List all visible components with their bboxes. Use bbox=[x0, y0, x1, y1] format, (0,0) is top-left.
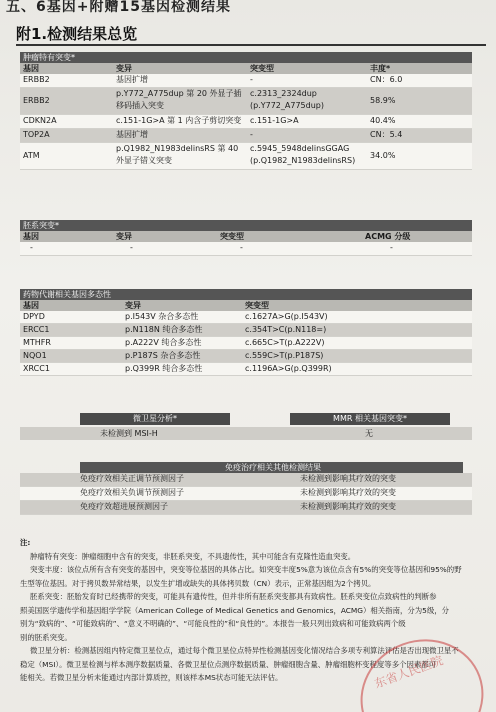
table-row bbox=[20, 350, 472, 363]
variant-cell: p.Y772_A775dup 第 20 外显子插 移码插入突变 bbox=[116, 89, 242, 110]
mutation-cell: - bbox=[250, 130, 253, 139]
gene-cell: NQO1 bbox=[23, 351, 47, 360]
notes-head: 注: bbox=[20, 538, 31, 547]
variant-cell: 基因扩增 bbox=[116, 130, 148, 139]
pharma-band: 药物代谢相关基因多态性 bbox=[20, 289, 472, 300]
pharma-header-row bbox=[20, 300, 472, 311]
tumor-band: 肿瘤特有突变* bbox=[20, 52, 472, 63]
note-line: 肿瘤特有突变：肿瘤细胞中含有的突变，非胚系突变，不具遗传性，其中可能含有克隆性造血突变。 bbox=[30, 551, 356, 561]
gene-cell: ATM bbox=[23, 151, 40, 160]
gene-cell: ERBB2 bbox=[23, 96, 50, 105]
note-line: 胚系突变：胚胎发育时已经携带的突变，可能具有遗传性，但并非所有胚系突变都具有致病性。胚系突变位点致病性的判断参 bbox=[30, 592, 437, 601]
abundance-cell: 58.9% bbox=[370, 96, 396, 105]
table-row bbox=[20, 487, 472, 501]
germline-header-row bbox=[20, 231, 472, 242]
header-variant: 变异 bbox=[116, 232, 132, 241]
variant-cell: - bbox=[130, 243, 133, 252]
abundance-cell: CN：6.0 bbox=[370, 75, 403, 84]
header-variant: 变异 bbox=[116, 64, 132, 73]
mutation-cell: - bbox=[240, 243, 243, 252]
immune-label-cell: 免疫疗效相关负调节预测因子 bbox=[80, 488, 184, 497]
note-line: 能相关。若微卫星分析未能通过内部计算质控，则该样本MS状态可能无法评估。 bbox=[20, 673, 283, 682]
header-acmg: ACMG 分级 bbox=[365, 232, 411, 241]
abundance-cell: 34.0% bbox=[370, 151, 396, 160]
mutation-cell: c.1196A>G(p.Q399R) bbox=[245, 364, 332, 373]
germline-table bbox=[20, 220, 472, 256]
table-row bbox=[20, 337, 472, 350]
note-line: 别为“致病的”、“可能致病的”、“意义不明确的”、“可能良性的”和“良性的”。本报告一般只列出致病和可能致病两个级 bbox=[20, 619, 406, 628]
table-row bbox=[20, 88, 472, 115]
variant-cell: p.P187S 杂合多态性 bbox=[125, 351, 201, 360]
gene-cell: - bbox=[30, 243, 33, 252]
section-heading: 五、6基因+附赠15基因检测结果 bbox=[6, 0, 231, 15]
variant-cell: p.A222V 纯合多态性 bbox=[125, 338, 202, 347]
red-seal-stamp: 东省人民医院 bbox=[344, 622, 496, 712]
immune-value-cell: 未检测到影响其疗效的突变 bbox=[300, 502, 396, 511]
gene-cell: TOP2A bbox=[23, 130, 50, 139]
header-mutation: 突变型 bbox=[245, 301, 269, 310]
immune-value-cell: 未检测到影响其疗效的突变 bbox=[300, 488, 396, 497]
mutation-cell: c.2313_2324dup (p.Y772_A775dup) bbox=[250, 89, 324, 110]
mmr-value: 无 bbox=[365, 429, 373, 438]
table-row bbox=[20, 143, 472, 170]
immune-value-cell: 未检测到影响其疗效的突变 bbox=[300, 474, 396, 483]
immune-label-cell: 免疫疗效相关正调节预测因子 bbox=[80, 474, 184, 483]
gene-cell: CDKN2A bbox=[23, 116, 57, 125]
appendix-title: 附1.检测结果总览 bbox=[16, 25, 138, 43]
abundance-cell: CN：5.4 bbox=[370, 130, 403, 139]
variant-cell: c.151-1G>A 第 1 内含子剪切突变 bbox=[116, 116, 242, 125]
gene-cell: MTHFR bbox=[23, 338, 51, 347]
mutation-cell: c.5945_5948delinsGGAG (p.Q1982_N1983delinsRS) bbox=[250, 144, 356, 165]
table-row bbox=[20, 363, 472, 376]
mutation-cell: c.1627A>G(p.I543V) bbox=[245, 312, 328, 321]
gene-cell: ERCC1 bbox=[23, 325, 50, 334]
header-gene: 基因 bbox=[23, 232, 39, 241]
header-variant: 变异 bbox=[125, 301, 141, 310]
variant-cell: p.Q1982_N1983delinsRS 第 40 外显子错义突变 bbox=[116, 144, 239, 165]
variant-cell: p.I543V 杂合多态性 bbox=[125, 312, 199, 321]
mutation-cell: c.665C>T(p.A222V) bbox=[245, 338, 325, 347]
table-row bbox=[20, 242, 472, 256]
table-row bbox=[20, 501, 472, 515]
abundance-cell: 40.4% bbox=[370, 116, 396, 125]
variant-cell: p.N118N 纯合多态性 bbox=[125, 325, 203, 334]
note-line: 突变丰度：该位点所有含有突变的基因中，突变等位基因的具体占比。如突变丰度5%意为该位点含有5%的突变等位基因和95%的野 bbox=[30, 565, 462, 574]
immune-label-cell: 免疫疗效超进展预测因子 bbox=[80, 502, 168, 511]
table-row bbox=[20, 473, 472, 487]
table-row bbox=[20, 311, 472, 324]
note-line: 微卫星分析：检测基因组内特定微卫星位点，通过每个微卫星位点特异性检测基因变化情况结合多项专利算法评估是否出现微卫星不 bbox=[30, 646, 459, 655]
tumor-mutation-table bbox=[20, 52, 472, 170]
gene-cell: XRCC1 bbox=[23, 364, 50, 373]
pharmacogenomic-table bbox=[20, 289, 472, 376]
table-row bbox=[20, 129, 472, 143]
mutation-cell: c.559C>T(p.P187S) bbox=[245, 351, 324, 360]
msi-label: 微卫星分析* bbox=[80, 413, 230, 425]
mutation-cell: c.151-1G>A bbox=[250, 116, 299, 125]
germline-band: 胚系突变* bbox=[20, 220, 472, 231]
immune-band-text: 免疫治疗相关其他检测结果 bbox=[225, 463, 321, 472]
msi-result-row bbox=[20, 427, 472, 440]
tumor-header-row bbox=[20, 63, 472, 74]
title-rule bbox=[16, 44, 486, 46]
gene-cell: ERBB2 bbox=[23, 75, 50, 84]
gene-cell: DPYD bbox=[23, 312, 45, 321]
table-row bbox=[20, 74, 472, 88]
mmr-label: MMR 相关基因突变* bbox=[290, 413, 450, 425]
header-abundance: 丰度* bbox=[370, 64, 391, 73]
header-gene: 基因 bbox=[23, 64, 39, 73]
header-mutation: 突变型 bbox=[250, 64, 274, 73]
msi-value: 未检测到 MSI-H bbox=[100, 429, 158, 438]
mutation-cell: - bbox=[250, 75, 253, 84]
immune-table bbox=[20, 462, 472, 515]
header-mutation: 突变型 bbox=[220, 232, 244, 241]
msi-mmr-block bbox=[20, 413, 472, 443]
table-row bbox=[20, 324, 472, 337]
table-row bbox=[20, 115, 472, 129]
mutation-cell: c.354T>C(p.N118=) bbox=[245, 325, 327, 334]
header-gene: 基因 bbox=[23, 301, 39, 310]
note-line: 生型等位基因。对于拷贝数异常结果，以发生扩增或缺失的具体拷贝数（CN）表示，正常基因组为2个拷贝。 bbox=[20, 578, 376, 588]
immune-band bbox=[80, 462, 463, 473]
note-line: 别的胚系突变。 bbox=[20, 632, 72, 642]
acmg-cell: - bbox=[390, 243, 393, 252]
variant-cell: p.Q399R 纯合多态性 bbox=[125, 364, 203, 373]
variant-cell: 基因扩增 bbox=[116, 75, 148, 84]
note-line: 稳定（MSI）。微卫星检测与样本测序数据质量、各微卫星位点测序数据质量、肿瘤细胞含量、肿瘤细胞杯变程度等多个因素都可 bbox=[20, 659, 437, 669]
note-line: 照美国医学遗传学和基因组学学院（American College of Medical Genetics and Genomics，ACMG）相关指南，分为5级，分 bbox=[20, 605, 450, 615]
